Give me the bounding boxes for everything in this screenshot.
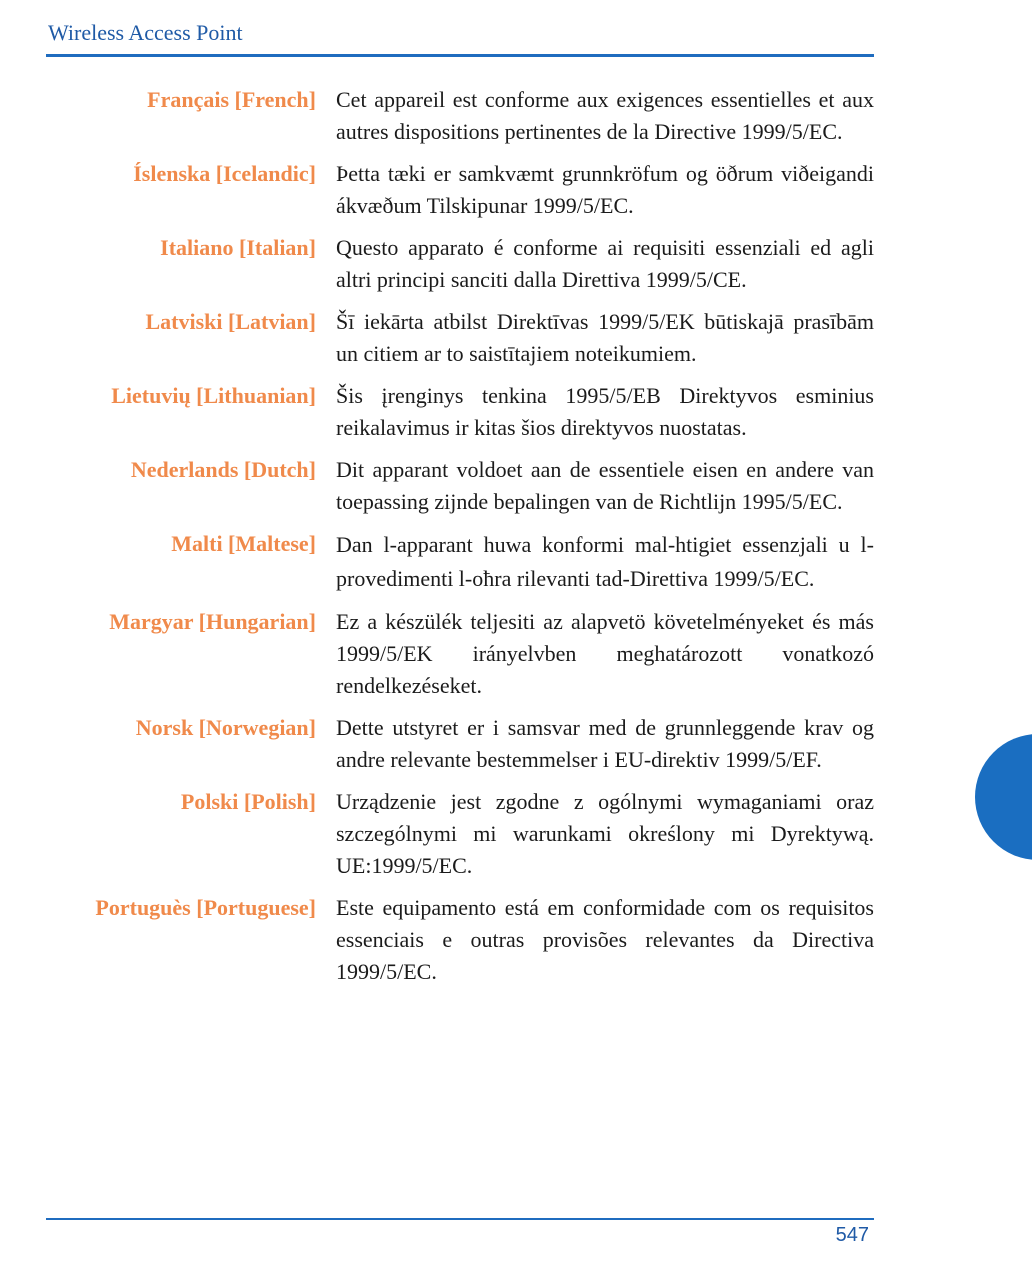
entry-dutch bbox=[46, 454, 874, 518]
entry-italian bbox=[46, 232, 874, 296]
declaration-text: Este equipamento está em conformidade com os requisitos essenciais e outras provisões relevantes da Directiva 1999/5/EC. bbox=[336, 895, 874, 984]
declaration-text: Questo apparato é conforme ai requisiti essenziali ed agli altri principi sanciti dalla Direttiva 1999/5/CE. bbox=[336, 235, 874, 292]
language-label: Íslenska [Icelandic] bbox=[133, 161, 316, 186]
declaration-text: Urządzenie jest zgodne z ogólnymi wymaganiami oraz szczególnymi mi warunkami określony mi Dyrektywą. UE:1999/5/EC. bbox=[336, 789, 874, 878]
declaration-text: Šis įrenginys tenkina 1995/5/EB Direktyvos esminius reikalavimus ir kitas šios direktyvos nuostatas. bbox=[336, 383, 874, 440]
language-label: Lietuvių [Lithuanian] bbox=[111, 383, 316, 408]
entry-hungarian bbox=[46, 606, 874, 702]
declaration-text: Šī iekārta atbilst Direktīvas 1999/5/EK būtiskajā prasībām un citiem ar to saistītajiem noteikumiem. bbox=[336, 309, 874, 366]
language-label: Portuguès [Portuguese] bbox=[95, 895, 316, 920]
entry-norwegian bbox=[46, 712, 874, 776]
language-label: Margyar [Hungarian] bbox=[109, 609, 316, 634]
entry-portuguese bbox=[46, 892, 874, 988]
language-label: Français [French] bbox=[147, 87, 316, 112]
page-number: 547 bbox=[835, 1224, 869, 1246]
entry-french bbox=[46, 84, 874, 148]
entry-polish bbox=[46, 786, 874, 882]
entry-icelandic bbox=[46, 158, 874, 222]
language-declarations bbox=[46, 84, 874, 998]
language-label: Polski [Polish] bbox=[180, 789, 316, 814]
footer-divider bbox=[46, 1218, 874, 1220]
entry-latvian bbox=[46, 306, 874, 370]
entry-lithuanian bbox=[46, 380, 874, 444]
declaration-text: Þetta tæki er samkvæmt grunnkröfum og öðrum viðeigandi ákvæðum Tilskipunar 1999/5/EC. bbox=[336, 161, 874, 218]
entry-maltese bbox=[46, 528, 874, 596]
declaration-text: Dan l-apparant huwa konformi mal-htigiet essenzjali u l-provedimenti l-oħra rilevanti tad-Direttiva 1999/5/EC. bbox=[336, 532, 874, 591]
language-label: Norsk [Norwegian] bbox=[135, 715, 316, 740]
language-label: Malti [Maltese] bbox=[171, 531, 316, 556]
chapter-tab bbox=[975, 734, 1032, 860]
language-label: Italiano [Italian] bbox=[160, 235, 316, 260]
declaration-text: Dette utstyret er i samsvar med de grunnleggende krav og andre relevante bestemmelser i EU-direktiv 1999/5/EF. bbox=[336, 715, 874, 772]
language-label: Nederlands [Dutch] bbox=[130, 457, 316, 482]
header-divider bbox=[46, 54, 874, 57]
declaration-text: Cet appareil est conforme aux exigences essentielles et aux autres dispositions pertinentes de la Directive 1999/5/EC. bbox=[336, 87, 874, 144]
header-title: Wireless Access Point bbox=[48, 20, 243, 45]
declaration-text: Dit apparant voldoet aan de essentiele eisen en andere van toepassing zijnde bepalingen van de Richtlijn 1995/5/EC. bbox=[336, 457, 874, 514]
declaration-text: Ez a készülék teljesiti az alapvetö követelményeket és más 1999/5/EK irányelvben meghatározott vonatkozó rendelkezéseket. bbox=[336, 609, 874, 698]
language-label: Latviski [Latvian] bbox=[145, 309, 316, 334]
